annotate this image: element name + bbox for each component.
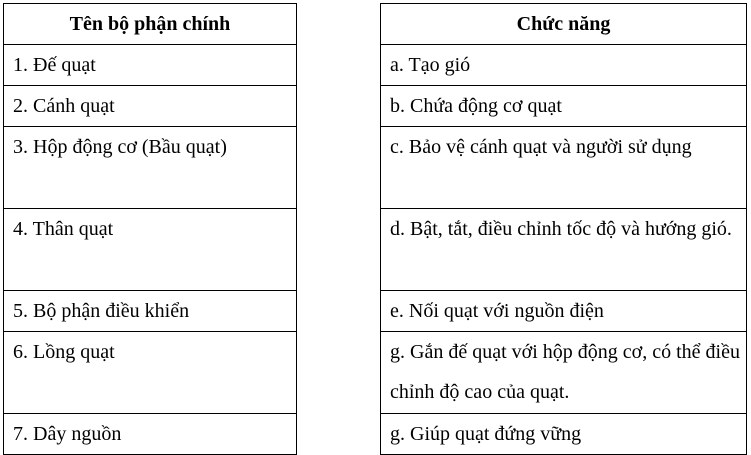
- table-row: [4, 86, 297, 127]
- function-cell: a. Tạo gió: [381, 45, 747, 86]
- part-cell: 2. Cánh quạt: [4, 86, 297, 127]
- functions-header-row: [381, 4, 747, 45]
- table-row: [4, 127, 297, 209]
- table-row: [381, 414, 747, 455]
- table-row: [4, 414, 297, 455]
- table-row: [4, 291, 297, 332]
- part-cell: 3. Hộp động cơ (Bầu quạt): [4, 127, 297, 209]
- function-cell: c. Bảo vệ cánh quạt và người sử dụng: [381, 127, 747, 209]
- table-row: [381, 209, 747, 291]
- functions-column-header: Chức năng: [381, 4, 747, 45]
- part-cell: 4. Thân quạt: [4, 209, 297, 291]
- parts-column-header: Tên bộ phận chính: [4, 4, 297, 45]
- part-cell: 5. Bộ phận điều khiển: [4, 291, 297, 332]
- function-cell: e. Nối quạt với nguồn điện: [381, 291, 747, 332]
- function-cell: g. Gắn đế quạt với hộp động cơ, có thể điều chỉnh độ cao của quạt.: [381, 332, 747, 414]
- function-cell: g. Giúp quạt đứng vững: [381, 414, 747, 455]
- parts-header-row: [4, 4, 297, 45]
- parts-table: [3, 3, 297, 455]
- table-row: [381, 127, 747, 209]
- part-cell: 1. Đế quạt: [4, 45, 297, 86]
- table-row: [4, 209, 297, 291]
- table-row: [4, 332, 297, 414]
- table-row: [381, 332, 747, 414]
- table-row: [4, 45, 297, 86]
- table-row: [381, 291, 747, 332]
- table-row: [381, 45, 747, 86]
- functions-table: [380, 3, 747, 455]
- table-row: [381, 86, 747, 127]
- part-cell: 7. Dây nguồn: [4, 414, 297, 455]
- function-cell: d. Bật, tắt, điều chỉnh tốc độ và hướng gió.: [381, 209, 747, 291]
- function-cell: b. Chứa động cơ quạt: [381, 86, 747, 127]
- part-cell: 6. Lồng quạt: [4, 332, 297, 414]
